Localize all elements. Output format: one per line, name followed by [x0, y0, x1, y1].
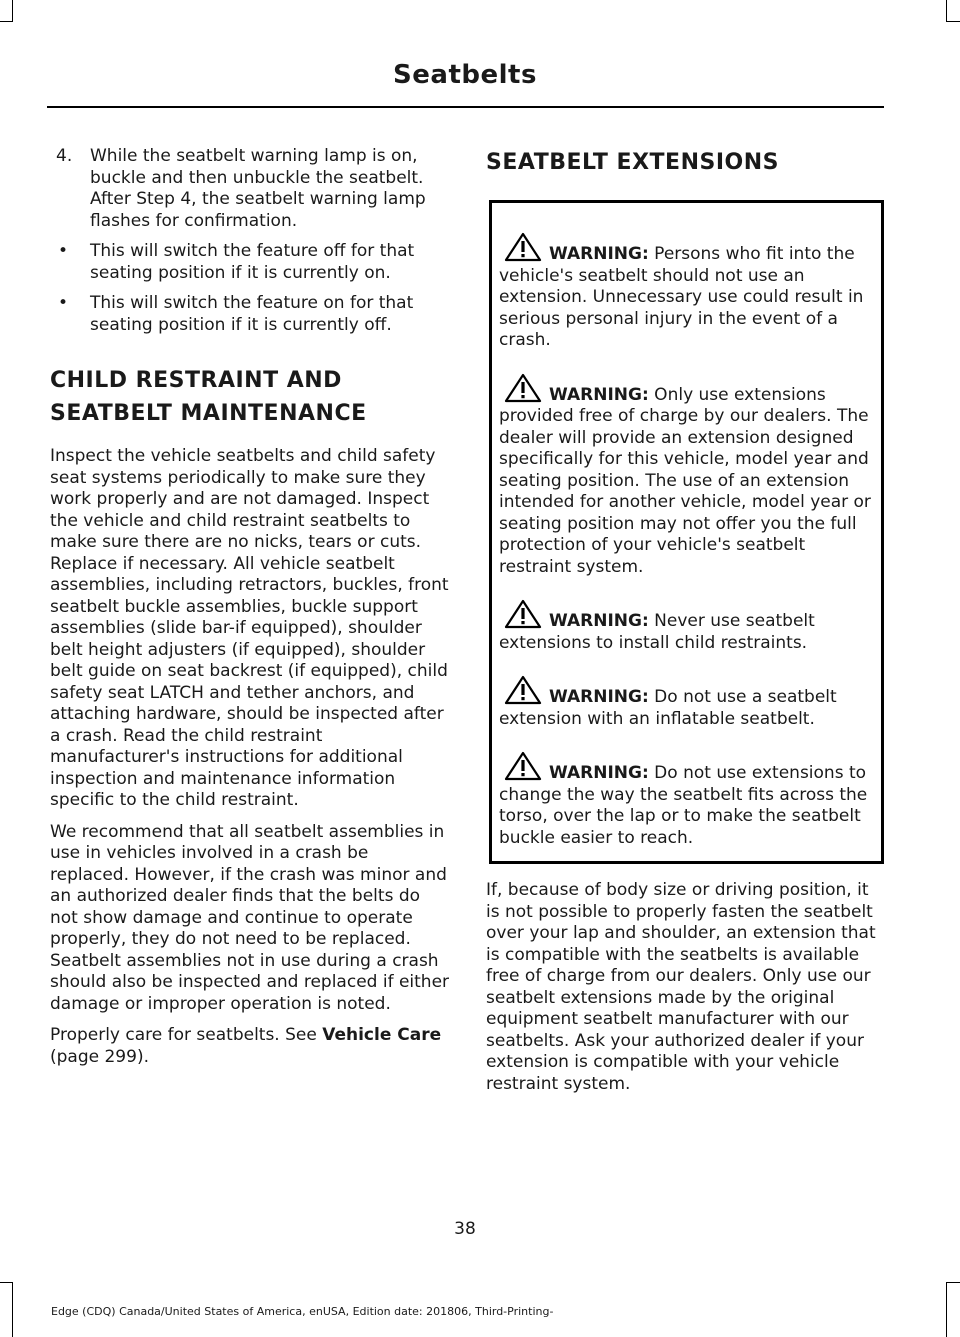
- paragraph-extension-availability: If, because of body size or driving position, it is not possible to properly fasten the seatbelt over your lap and shoulder, an extension that is compatible with the seatbelts is available free of charge from our dealers. Only use our seatbelt extensions made by the original equipment seatbelt manufacturer with our seatbelts. Ask your authorized dealer if your extension is compatible with your vehicle restraint system.: [486, 880, 876, 1094]
- warning-label: WARNING:: [549, 244, 649, 264]
- step-4-number: 4.: [56, 146, 73, 166]
- bullet-marker: •: [58, 241, 69, 261]
- warning-item: [499, 231, 875, 352]
- right-column: [486, 146, 880, 1105]
- warning-triangle-icon: [503, 598, 543, 630]
- warning-triangle-icon: [503, 231, 543, 263]
- paragraph-care: [50, 1025, 452, 1068]
- vehicle-care-link[interactable]: Vehicle Care: [322, 1025, 442, 1045]
- section-heading-seatbelt-extensions: SEATBELT EXTENSIONS: [486, 150, 779, 175]
- crop-mark-top-right-v: [946, 0, 947, 22]
- warnings-box: [489, 200, 884, 864]
- heading-line-1: CHILD RESTRAINT AND: [50, 368, 342, 393]
- crop-mark-top-right-h: [946, 21, 960, 22]
- crop-mark-bottom-right-h: [946, 1282, 960, 1283]
- header-rule: [47, 106, 884, 108]
- warning-item: [499, 372, 875, 579]
- page-number: 38: [454, 1219, 476, 1239]
- warning-label: WARNING:: [549, 763, 649, 783]
- warning-triangle-icon: [503, 674, 543, 706]
- warning-text: Do not use a seatbelt extension with an inflatable seatbelt.: [499, 687, 837, 729]
- left-column: [50, 146, 452, 1078]
- step-4: [50, 146, 452, 232]
- page-header-title: Seatbelts: [393, 60, 537, 90]
- crop-mark-top-left-v: [12, 0, 13, 22]
- warning-text: Persons who fit into the vehicle's seatbelt should not use an extension. Unnecessary use could result in serious personal injury in the event of a crash.: [499, 244, 864, 350]
- warning-item: [499, 674, 875, 730]
- warning-label: WARNING:: [549, 384, 649, 405]
- step-4-text: While the seatbelt warning lamp is on, buckle and then unbuckle the seatbelt. After Step 4, the seatbelt warning lamp flashes for confirmation.: [90, 146, 426, 231]
- heading-line-2: SEATBELT MAINTENANCE: [50, 401, 367, 426]
- care-suffix: (page 299).: [50, 1046, 149, 1067]
- paragraph-replace: We recommend that all seatbelt assemblies in use in vehicles involved in a crash be replaced. However, if the crash was minor and an authorized dealer finds that the belts do not show damage and continue to operate properly, they do not need to be replaced. Seatbelt assemblies not in use during a crash should also be inspected and replaced if either damage or improper operation is noted.: [50, 821, 450, 1014]
- warning-triangle-icon: [503, 750, 543, 782]
- footer-edition-info: Edge (CDQ) Canada/United States of America, enUSA, Edition date: 201806, Third-Printing-: [51, 1305, 554, 1318]
- warning-label: WARNING:: [549, 611, 649, 631]
- bullet-item: [50, 293, 452, 336]
- paragraph-inspect: Inspect the vehicle seatbelts and child safety seat systems periodically to make sure they work properly and are not damaged. Inspect the vehicle and child restraint seatbelts to make sure there are no nicks, tears or cuts. Replace if necessary. All vehicle seatbelt assemblies, including retractors, buckles, front seatbelt buckle assemblies, buckle support assemblies (slide bar-if equipped), shoulder belt height adjusters (if equipped), shoulder belt guide on seat backrest (if equipped), child safety seat LATCH and tether anchors, and attaching hardware, should be inspected after a crash. Read the child restraint manufacturer's instructions for additional inspection and maintenance information specific to the child restraint.: [50, 446, 449, 810]
- care-prefix: Properly care for seatbelts. See: [50, 1025, 323, 1045]
- bullet-text: This will switch the feature on for that seating position if it is currently off.: [90, 293, 414, 335]
- bullet-item: [50, 241, 452, 284]
- crop-mark-bottom-right-v: [946, 1282, 947, 1337]
- crop-mark-bottom-left-v: [12, 1282, 13, 1337]
- crop-mark-bottom-left-h: [0, 1282, 13, 1283]
- warning-item: [499, 750, 875, 849]
- bullet-marker: •: [58, 293, 69, 313]
- bullet-text: This will switch the feature off for that seating position if it is currently on.: [90, 241, 415, 283]
- warning-triangle-icon: [503, 372, 543, 404]
- warning-text: Only use extensions provided free of charge by our dealers. The dealer will provide an extension designed specifically for this vehicle, model year and seating position. The use of an extension intended for another vehicle, model year or seating position may not offer you the full protection of your vehicle's seatbelt restraint system.: [499, 384, 871, 577]
- warning-text: Never use seatbelt extensions to install child restraints.: [499, 611, 815, 653]
- warning-item: [499, 598, 875, 654]
- warning-text: Do not use extensions to change the way the seatbelt fits across the torso, over the lap or to make the seatbelt buckle easier to reach.: [499, 763, 868, 848]
- warning-label: WARNING:: [549, 687, 649, 707]
- section-heading-child-restraint: [50, 364, 452, 430]
- crop-mark-top-left-h: [0, 21, 13, 22]
